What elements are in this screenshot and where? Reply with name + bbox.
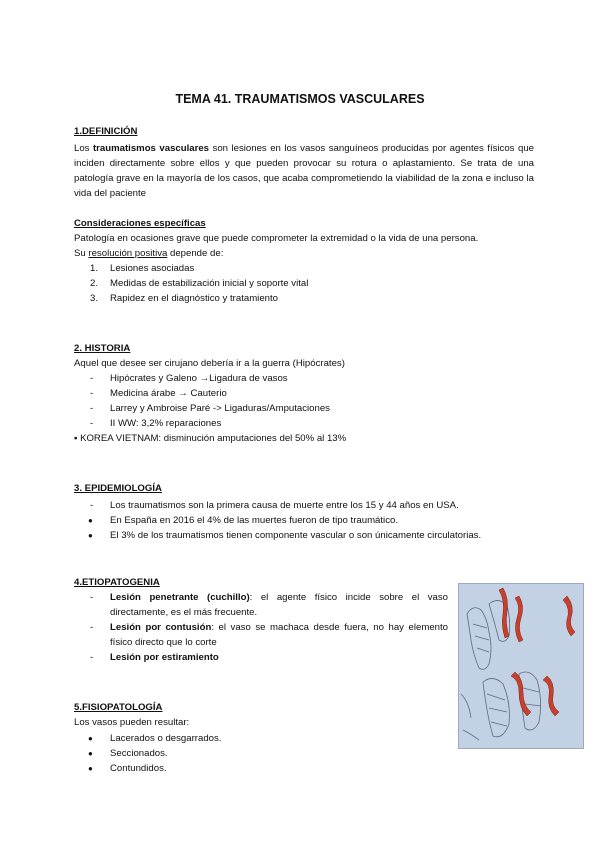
list-item: - Medicina árabe → Cauterio — [74, 386, 534, 401]
list-item-text: Lesiones asociadas — [110, 263, 195, 274]
bullet-icon: ● — [88, 531, 93, 540]
section-historia — [74, 341, 534, 446]
list-item-text: En España en 2016 el 4% de las muertes fueron de tipo traumático. — [110, 515, 398, 526]
term-bold: Lesión penetrante (cuchillo) — [110, 592, 250, 603]
sub-heading: Consideraciones específicas — [74, 218, 206, 229]
text-line: Aquel que desee ser cirujano debería ir a la guerra (Hipócrates) — [74, 358, 345, 369]
term-bold: Lesión por estiramiento — [110, 652, 219, 663]
list-number: 3. — [90, 293, 99, 304]
dash-mark: - — [90, 500, 94, 511]
list-item: - II WW: 3,2% reparaciones — [74, 416, 534, 431]
text-line: Patología en ocasiones grave que puede comprometer la extremidad o la vida de una persona. — [74, 233, 479, 244]
text-fragment: Su — [74, 248, 89, 259]
list-item-text: El 3% de los traumatismos tienen componente vascular o son únicamente circulatorias. — [110, 530, 482, 541]
list-item — [74, 620, 448, 650]
section-heading: 5.FISIOPATOLOGÍA — [74, 702, 163, 713]
section-heading: 1.DEFINICIÓN — [74, 126, 138, 137]
section-heading: 2. HISTORIA — [74, 343, 131, 354]
underlined-text: resolución positiva — [88, 248, 168, 259]
bullet-icon: ● — [88, 734, 93, 743]
bullet-list — [74, 731, 444, 776]
list-number: 1. — [90, 263, 99, 274]
list-item-text: : el vaso se machaca desde fuera, no hay elemento físico directo que lo corte — [110, 622, 448, 648]
section-heading: 4.ETIOPATOGENIA — [74, 577, 160, 588]
list-item — [74, 498, 534, 513]
section-definicion — [74, 124, 534, 306]
list-item — [74, 650, 448, 665]
list-item-text: Medidas de estabilización inicial y soporte vital — [110, 278, 309, 289]
bullet-icon: ● — [88, 749, 93, 758]
list-item-text: : el agente físico incide sobre el vaso directamente, es el más frecuente. — [110, 592, 448, 618]
section-epidemiologia — [74, 481, 534, 543]
bullet-icon: ● — [88, 516, 93, 525]
list-item — [74, 761, 444, 776]
list-item-text: Contundidos. — [110, 763, 167, 774]
list-item — [74, 590, 448, 620]
list-item-text: Los traumatismos son la primera causa de muerte entre los 15 y 44 años en USA. — [110, 500, 459, 511]
list-item — [74, 291, 534, 306]
definition-text: Los — [74, 143, 93, 154]
term-bold: Lesión por contusión — [110, 622, 212, 633]
list-item — [74, 746, 444, 761]
text-line — [74, 246, 534, 261]
definition-text: son lesiones en los vasos sanguíneos producidas por agentes físicos que inciden directamente sobre ellos y que pueden provocar su rotura o aplastamiento. Se trata de una patología grave en la mayoría de los casos, que acaba comprometiendo la viabilidad de la zona e incluso la vida del paciente — [74, 143, 534, 199]
list-item: - Hipócrates y Galeno →Ligadura de vasos — [74, 371, 534, 386]
list-item-text: Rapidez en el diagnóstico y tratamiento — [110, 293, 278, 304]
numbered-list — [74, 261, 534, 306]
vascular-injury-illustration — [458, 583, 584, 749]
text-fragment: depende de: — [167, 248, 224, 259]
text-line: ▪ KOREA VIETNAM: disminución amputaciones del 50% al 13% — [74, 433, 347, 444]
list-number: 2. — [90, 278, 99, 289]
list-item: - Larrey y Ambroise Paré -> Ligaduras/Amputaciones — [74, 401, 534, 416]
page-title: TEMA 41. TRAUMATISMOS VASCULARES — [175, 92, 425, 106]
definition-term: traumatismos vasculares — [92, 143, 210, 154]
section-etiopatogenia — [74, 575, 448, 665]
dash-list — [74, 371, 534, 431]
bullet-list — [74, 498, 534, 543]
section-fisiopatologia — [74, 700, 444, 776]
dash-list — [74, 590, 448, 665]
list-item — [74, 276, 534, 291]
list-item — [74, 528, 534, 543]
list-item — [74, 513, 534, 528]
text-line: Los vasos pueden resultar: — [74, 717, 190, 728]
list-item — [74, 261, 534, 276]
bullet-icon: ● — [88, 764, 93, 773]
definition-paragraph — [74, 141, 534, 201]
list-item-text: Lacerados o desgarrados. — [110, 733, 222, 744]
vascular-injury-icon — [459, 584, 583, 748]
list-item — [74, 731, 444, 746]
list-item-text: Seccionados. — [110, 748, 168, 759]
section-heading: 3. EPIDEMIOLOGÍA — [74, 483, 162, 494]
